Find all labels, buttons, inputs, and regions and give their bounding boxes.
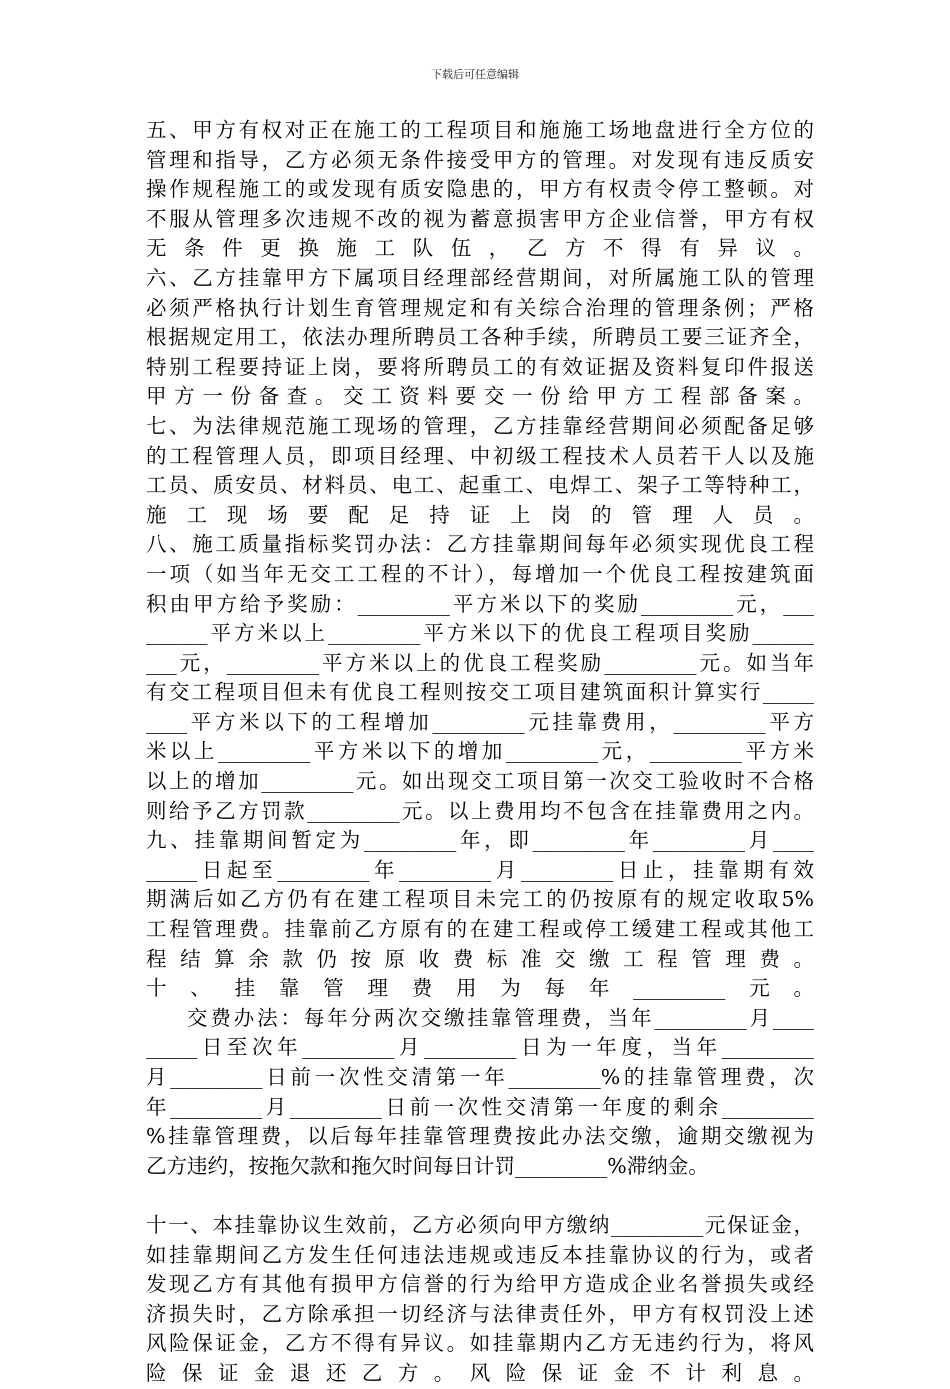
text-line: 以上的增加_________元。如出现交工项目第一次交工验收时不合格 [146,769,814,794]
text-line: 有交工程项目但未有优良工程则按交工项目建筑面积计算实行_____ [146,680,814,705]
text-line: 发现乙方有其他有损甲方信誉的行为给甲方造成企业名誉损失或经 [146,1272,814,1297]
text-line: 根据规定用工，依法办理所聘员工各种手续，所聘员工要三证齐全， [146,325,814,350]
text-line: 管理和指导，乙方必须无条件接受甲方的管理。对发现有违反质安 [146,147,814,172]
text-line: 特别工程要持证上岗，要将所聘员工的有效证据及资料复印件报送 [146,354,814,379]
text-line: 五、甲方有权对正在施工的工程项目和施施工场地盘进行全方位的 [146,118,814,142]
text-line: 如挂靠期间乙方发生任何违法违规或违反本挂靠协议的行为，或者 [146,1242,814,1267]
text-line: %挂靠管理费，以后每年挂靠管理费按此办法交缴，逾期交缴视为 [146,1124,814,1149]
text-line: 不服从管理多次违规不改的视为蓄意损害甲方企业信誉，甲方有权 [146,206,814,231]
text-line: ______平方米以上_________平方米以下的优良工程项目奖励______ [146,621,814,646]
text-line: 工程管理费。挂靠前乙方原有的在建工程或停工缓建工程或其他工 [146,917,814,942]
text-line: 甲方一份备查。交工资料要交一份给甲方工程部备案。 [146,384,814,409]
text-line: 施工现场要配足持证上岗的管理人员。 [146,502,814,527]
text-line: _____日至次年_________月_________日为一年度，当年_________ [146,1035,814,1060]
paragraph-gap [146,1181,814,1211]
document-body [146,116,814,1389]
text-line: 九、挂靠期间暂定为_________年，即_________年_________月____ [146,828,814,853]
page-header: 下载后可任意编辑 [431,68,519,81]
text-line: 七、为法律规范施工现场的管理，乙方挂靠经营期间必须配备足够 [146,413,814,438]
text-line: 乙方违约，按拖欠款和拖欠时间每日计罚_________%滞纳金。 [146,1153,709,1178]
text-line: 月_________日前一次性交清第一年_________%的挂靠管理费，次 [146,1065,814,1089]
text-line: 程结算余款仍按原收费标准交缴工程管理费。 [146,946,814,971]
text-line: 八、施工质量指标奖罚办法：乙方挂靠期间每年必须实现优良工程 [146,532,814,557]
text-line: 的工程管理人员，即项目经理、中初级工程技术人员若干人以及施 [146,443,814,468]
text-line: 一项（如当年无交工工程的不计），每增加一个优良工程按建筑面 [146,561,814,586]
text-line: 操作规程施工的或发现有质安隐患的，甲方有权责令停工整顿。对 [146,177,814,202]
text-line: 六、乙方挂靠甲方下属项目经理部经营期间，对所属施工队的管理 [146,265,814,290]
text-line: 济损失时，乙方除承担一切经济与法律责任外，甲方有权罚没上述 [146,1301,814,1326]
text-line: ____平方米以下的工程增加_________元挂靠费用，_________平方 [146,709,814,734]
text-line: 年_________月_________日前一次性交清第一年度的剩余_________ [146,1094,814,1119]
text-line: 米以上_________平方米以下的增加_________元，_________平方米 [146,739,814,764]
text-line: 十、挂靠管理费用为每年_________元。 [146,976,814,1001]
text-line: ___元，_________平方米以上的优良工程奖励_________元。如当年 [146,650,814,675]
text-line: 积由甲方给予奖励：_________平方米以下的奖励_________元，___ [146,591,814,616]
text-line: 交费办法：每年分两次交缴挂靠管理费，当年_________月____ [187,1005,814,1030]
text-line: 险保证金退还乙方。风险保证金不计利息。 [146,1360,814,1385]
text-line: 无条件更换施工队伍，乙方不得有异议。 [146,236,814,261]
text-line: 期满后如乙方仍有在建工程项目未完工的仍按原有的规定收取5% [146,887,814,912]
text-line: 必须严格执行计划生育管理规定和有关综合治理的管理条例；严格 [146,295,814,320]
text-line: 风险保证金，乙方不得有异议。如挂靠期内乙方无违约行为，将风 [146,1331,814,1356]
text-line: 工员、质安员、材料员、电工、起重工、电焊工、架子工等特种工， [146,473,814,498]
text-line: 十一、本挂靠协议生效前，乙方必须向甲方缴纳_________元保证金， [146,1212,814,1237]
text-line: _____日起至_________年_________月_________日止，挂靠期有效 [146,857,814,882]
text-line: 则给予乙方罚款_________元。以上费用均不包含在挂靠费用之内。 [146,798,814,823]
